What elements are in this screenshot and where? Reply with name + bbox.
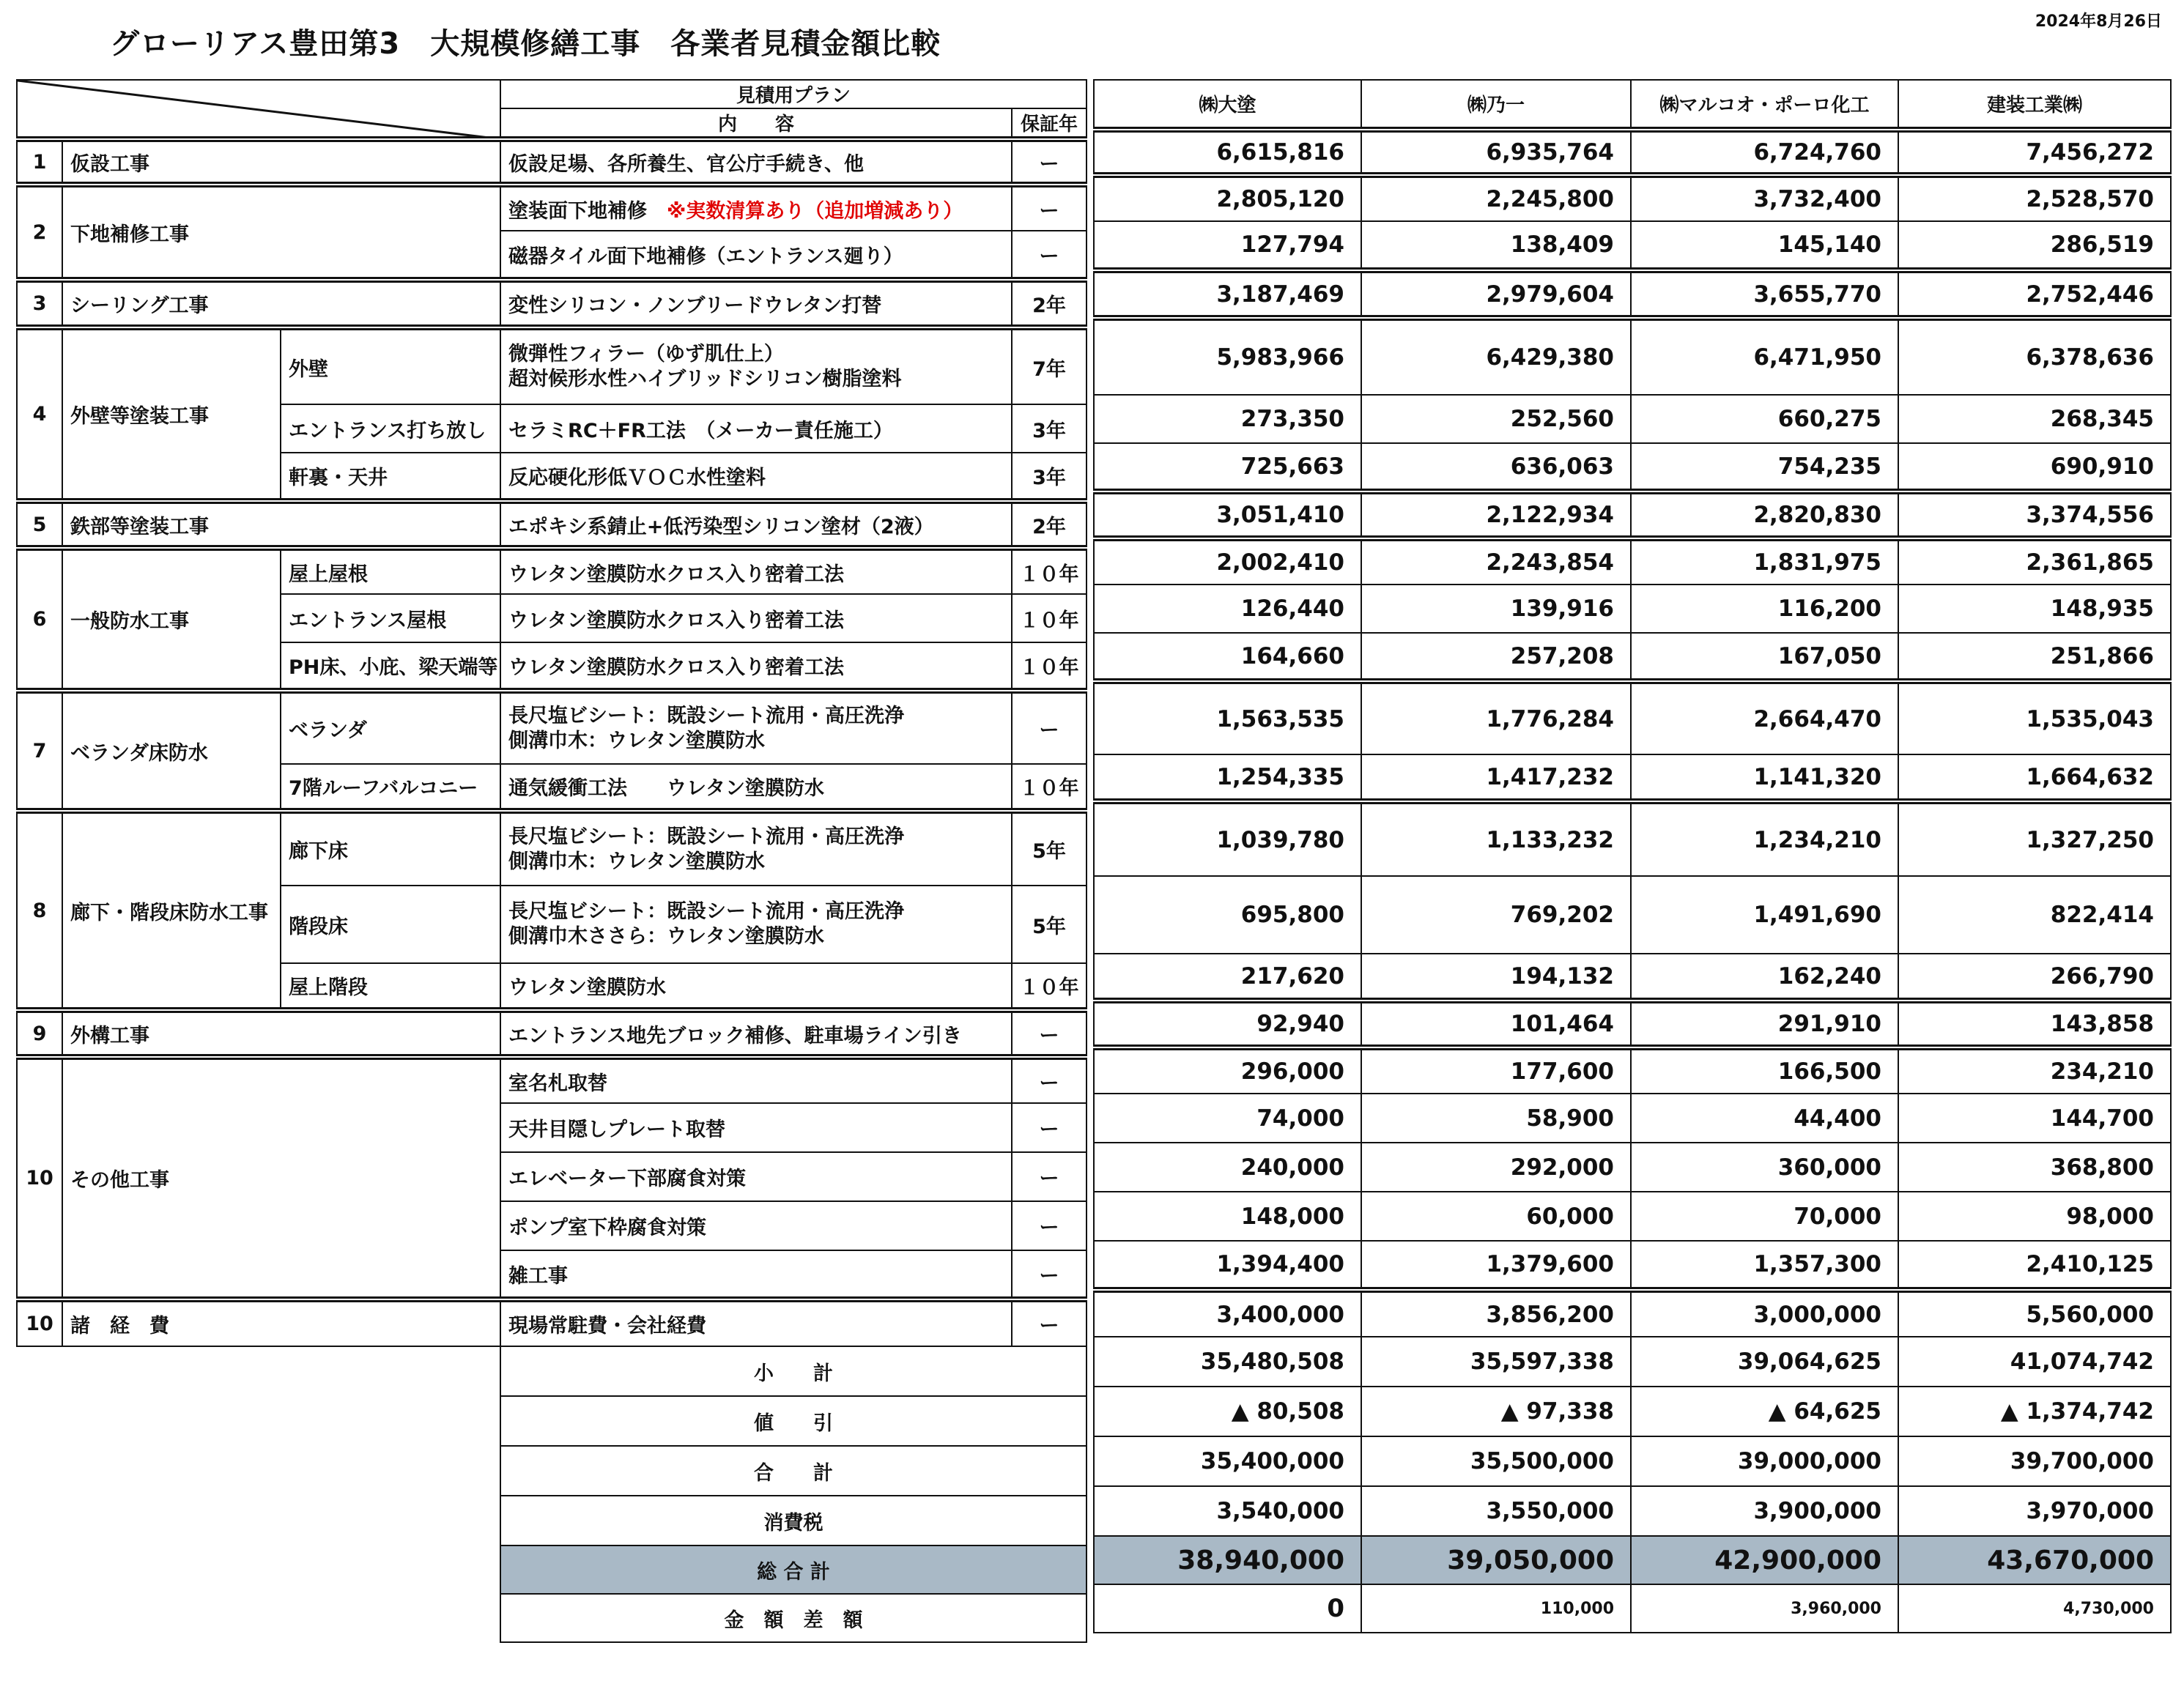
amount-cell: 6,724,760 [1631,130,1898,175]
row-no: 3 [17,280,62,327]
amount-cell: 1,133,232 [1361,801,1631,876]
row-content: ウレタン塗膜防水クロス入り密着工法 [500,642,1012,691]
difference-cell: 3,960,000 [1631,1584,1898,1633]
total-label: 合 計 [500,1446,1087,1496]
row-content [500,811,1012,886]
amount-cell: 126,440 [1094,585,1361,633]
row-no: 8 [17,811,62,1010]
row-warranty: ー [1012,185,1087,231]
estimate-items-table [16,79,1087,1643]
row-warranty: ー [1012,231,1087,280]
amount-cell: 2,245,800 [1361,175,1631,221]
tax-cell: 3,540,000 [1094,1486,1361,1536]
discount-cell: ▲ 64,625 [1631,1387,1898,1436]
amount-cell: 292,000 [1361,1143,1631,1192]
row-content: ポンプ室下枠腐食対策 [500,1201,1012,1250]
row-subcategory: ベランダ [281,691,500,764]
amount-cell: 368,800 [1898,1143,2171,1192]
row-warranty: ー [1012,691,1087,764]
tax-cell: 3,900,000 [1631,1486,1898,1536]
amount-cell: 92,940 [1094,1001,1361,1047]
row-content: セラミRC＋FR工法 （メーカー責任施工） [500,404,1012,453]
amount-cell: 2,752,446 [1898,270,2171,318]
amount-cell: 148,000 [1094,1192,1361,1241]
amount-cell: 5,983,966 [1094,318,1361,395]
row-warranty: １０年 [1012,963,1087,1010]
amount-cell: 1,039,780 [1094,801,1361,876]
amount-cell: 1,563,535 [1094,681,1361,754]
row-content-line: 長尺塩ビシート：既設シート流用・高圧洗浄 [508,704,905,727]
row-content: エレベーター下部腐食対策 [500,1152,1012,1201]
amount-cell: 3,856,200 [1361,1290,1631,1337]
row-subcategory: 階段床 [281,886,500,963]
amount-cell: 6,378,636 [1898,318,2171,395]
total-cell: 39,700,000 [1898,1436,2171,1486]
row-content [500,886,1012,963]
difference-label: 金 額 差 額 [500,1594,1087,1642]
row-warranty: 3年 [1012,453,1087,501]
row-category: その他工事 [62,1057,500,1299]
amount-cell: 194,132 [1361,954,1631,1001]
amount-cell: 167,050 [1631,633,1898,681]
amount-cell: 2,664,470 [1631,681,1898,754]
amount-cell: 162,240 [1631,954,1898,1001]
row-no: 6 [17,548,62,691]
warranty-header: 保証年 [1012,108,1087,139]
blank-cell [17,1594,500,1642]
row-content-line: 長尺塩ビシート：既設シート流用・高圧洗浄 [508,825,905,848]
row-no: 4 [17,327,62,501]
amount-cell: 127,794 [1094,221,1361,270]
amount-cell: 1,357,300 [1631,1241,1898,1290]
row-no: 9 [17,1010,62,1057]
amount-cell: 234,210 [1898,1047,2171,1094]
row-category: 仮設工事 [62,139,500,185]
company-header: 建装工業㈱ [1898,80,2171,130]
amount-cell: 101,464 [1361,1001,1631,1047]
row-warranty: ー [1012,1250,1087,1299]
amount-cell: 145,140 [1631,221,1898,270]
row-note: ※実数清算あり（追加増減あり） [667,199,963,223]
row-content-line: 微弾性フィラー（ゆず肌仕上） [508,343,784,365]
amount-cell: 60,000 [1361,1192,1631,1241]
amount-cell: 1,254,335 [1094,754,1361,801]
row-subcategory: 屋上屋根 [281,548,500,594]
content-header: 内 容 [500,108,1012,139]
amount-cell: 166,500 [1631,1047,1898,1094]
amount-cell: 1,417,232 [1361,754,1631,801]
row-category: 諸 経 費 [62,1299,500,1346]
amount-cell: 1,491,690 [1631,876,1898,954]
row-content: 変性シリコン・ノンブリードウレタン打替 [500,280,1012,327]
row-content: 通気緩衝工法 ウレタン塗膜防水 [500,764,1012,811]
grand-total-cell: 38,940,000 [1094,1536,1361,1584]
discount-cell: ▲ 97,338 [1361,1387,1631,1436]
row-content [500,691,1012,764]
amount-cell: 286,519 [1898,221,2171,270]
row-no: 10 [17,1057,62,1299]
row-warranty: １０年 [1012,642,1087,691]
difference-cell: 4,730,000 [1898,1584,2171,1633]
header-diagonal-cell [17,80,500,139]
amount-cell: 6,429,380 [1361,318,1631,395]
row-content: 室名札取替 [500,1057,1012,1103]
row-warranty: ー [1012,1152,1087,1201]
row-no: 10 [17,1299,62,1346]
row-warranty: ー [1012,1010,1087,1057]
difference-cell: 110,000 [1361,1584,1631,1633]
row-subcategory: 屋上階段 [281,963,500,1010]
row-content: エントランス地先ブロック補修、駐車場ライン引き [500,1010,1012,1057]
row-warranty: ー [1012,1057,1087,1103]
amount-cell: 2,820,830 [1631,491,1898,538]
row-category: 外構工事 [62,1010,500,1057]
row-category: シーリング工事 [62,280,500,327]
subtotal-cell: 35,597,338 [1361,1337,1631,1387]
tax-label: 消費税 [500,1496,1087,1545]
amount-cell: 660,275 [1631,395,1898,443]
row-content: 雑工事 [500,1250,1012,1299]
amount-cell: 148,935 [1898,585,2171,633]
row-no: 7 [17,691,62,811]
row-no: 1 [17,139,62,185]
row-content: 現場常駐費・会社経費 [500,1299,1012,1346]
blank-cell [17,1446,500,1496]
amount-cell: 177,600 [1361,1047,1631,1094]
amount-cell: 754,235 [1631,443,1898,491]
row-content: ウレタン塗膜防水クロス入り密着工法 [500,548,1012,594]
row-category: 廊下・階段床防水工事 [62,811,281,1010]
amount-cell: 116,200 [1631,585,1898,633]
document-title: グローリアス豊田第3 大規模修繕工事 各業者見積金額比較 [110,27,941,61]
row-subcategory: エントランス屋根 [281,594,500,642]
amount-cell: 98,000 [1898,1192,2171,1241]
row-category: 鉄部等塗装工事 [62,501,500,548]
row-no: 2 [17,185,62,280]
row-category: 一般防水工事 [62,548,281,691]
amount-cell: 1,141,320 [1631,754,1898,801]
row-content-text: 塗装面下地補修 [508,199,648,223]
amount-cell: 3,187,469 [1094,270,1361,318]
amount-cell: 3,374,556 [1898,491,2171,538]
amount-cell: 70,000 [1631,1192,1898,1241]
amount-cell: 3,000,000 [1631,1290,1898,1337]
total-cell: 39,000,000 [1631,1436,1898,1486]
amount-cell: 2,002,410 [1094,538,1361,585]
amount-cell: 266,790 [1898,954,2171,1001]
row-content: 反応硬化形低ＶＯＣ水性塗料 [500,453,1012,501]
amount-cell: 257,208 [1361,633,1631,681]
amount-cell: 2,979,604 [1361,270,1631,318]
grand-total-cell: 39,050,000 [1361,1536,1631,1584]
grand-total-cell: 42,900,000 [1631,1536,1898,1584]
row-warranty: 5年 [1012,811,1087,886]
blank-cell [17,1496,500,1545]
amount-cell: 3,400,000 [1094,1290,1361,1337]
amount-cell: 164,660 [1094,633,1361,681]
row-warranty: 2年 [1012,501,1087,548]
amount-cell: 139,916 [1361,585,1631,633]
plan-header: 見積用プラン [500,80,1087,108]
amount-cell: 725,663 [1094,443,1361,491]
row-subcategory: 軒裏・天井 [281,453,500,501]
tax-cell: 3,550,000 [1361,1486,1631,1536]
row-content-line: 長尺塩ビシート：既設シート流用・高圧洗浄 [508,900,905,923]
amount-cell: 2,361,865 [1898,538,2171,585]
amount-cell: 251,866 [1898,633,2171,681]
row-warranty: 2年 [1012,280,1087,327]
amount-cell: 690,910 [1898,443,2171,491]
amount-cell: 2,410,125 [1898,1241,2171,1290]
amount-cell: 2,805,120 [1094,175,1361,221]
row-content: 仮設足場、各所養生、官公庁手続き、他 [500,139,1012,185]
row-content: 磁器タイル面下地補修（エントランス廻り） [500,231,1012,280]
amount-cell: 1,234,210 [1631,801,1898,876]
row-warranty: ー [1012,139,1087,185]
discount-cell: ▲ 80,508 [1094,1387,1361,1436]
amount-cell: 6,935,764 [1361,130,1631,175]
amount-cell: 7,456,272 [1898,130,2171,175]
blank-cell [17,1545,500,1594]
amount-cell: 1,535,043 [1898,681,2171,754]
row-subcategory: 7階ルーフバルコニー [281,764,500,811]
total-cell: 35,500,000 [1361,1436,1631,1486]
row-content: ウレタン塗膜防水 [500,963,1012,1010]
row-content-line: 超対候形水性ハイブリッドシリコン樹脂塗料 [508,368,902,390]
amount-cell: 144,700 [1898,1094,2171,1143]
row-subcategory: PH床、小庇、梁天端等 [281,642,500,691]
row-warranty: 7年 [1012,327,1087,404]
amount-cell: 6,615,816 [1094,130,1361,175]
blank-cell [17,1346,500,1396]
amount-cell: 217,620 [1094,954,1361,1001]
amount-cell: 769,202 [1361,876,1631,954]
amount-cell: 138,409 [1361,221,1631,270]
row-category: 外壁等塗装工事 [62,327,281,501]
row-content [500,327,1012,404]
amount-cell: 2,122,934 [1361,491,1631,538]
amount-cell: 1,776,284 [1361,681,1631,754]
grand-total-cell: 43,670,000 [1898,1536,2171,1584]
amount-cell: 1,327,250 [1898,801,2171,876]
row-warranty: ー [1012,1103,1087,1152]
amount-cell: 6,471,950 [1631,318,1898,395]
amount-cell: 822,414 [1898,876,2171,954]
subtotal-label: 小 計 [500,1346,1087,1396]
amount-cell: 5,560,000 [1898,1290,2171,1337]
row-warranty: １０年 [1012,548,1087,594]
subtotal-cell: 39,064,625 [1631,1337,1898,1387]
company-header: ㈱乃一 [1361,80,1631,130]
amount-cell: 1,664,632 [1898,754,2171,801]
row-content [500,185,1012,231]
amount-cell: 2,243,854 [1361,538,1631,585]
company-header: ㈱マルコオ・ポーロ化工 [1631,80,1898,130]
subtotal-cell: 41,074,742 [1898,1337,2171,1387]
company-amounts-table [1093,79,2172,1633]
row-warranty: 3年 [1012,404,1087,453]
amount-cell: 240,000 [1094,1143,1361,1192]
row-content: エポキシ系錆止+低汚染型シリコン塗材（2液） [500,501,1012,548]
discount-cell: ▲ 1,374,742 [1898,1387,2171,1436]
row-warranty: ー [1012,1201,1087,1250]
amount-cell: 296,000 [1094,1047,1361,1094]
amount-cell: 636,063 [1361,443,1631,491]
difference-cell: 0 [1094,1584,1361,1633]
row-content: ウレタン塗膜防水クロス入り密着工法 [500,594,1012,642]
company-header: ㈱大塗 [1094,80,1361,130]
row-category: ベランダ床防水 [62,691,281,811]
row-no: 5 [17,501,62,548]
amount-cell: 1,831,975 [1631,538,1898,585]
row-warranty: 5年 [1012,886,1087,963]
row-content: 天井目隠しプレート取替 [500,1103,1012,1152]
amount-cell: 268,345 [1898,395,2171,443]
tax-cell: 3,970,000 [1898,1486,2171,1536]
grand-total-label: 総 合 計 [500,1545,1087,1594]
row-subcategory: 廊下床 [281,811,500,886]
row-subcategory: エントランス打ち放し [281,404,500,453]
amount-cell: 74,000 [1094,1094,1361,1143]
amount-cell: 1,379,600 [1361,1241,1631,1290]
amount-cell: 3,732,400 [1631,175,1898,221]
amount-cell: 360,000 [1631,1143,1898,1192]
amount-cell: 252,560 [1361,395,1631,443]
document-date: 2024年8月26日 [2035,12,2162,31]
amount-cell: 273,350 [1094,395,1361,443]
row-warranty: １０年 [1012,594,1087,642]
row-warranty: １０年 [1012,764,1087,811]
row-content-line: 側溝巾木：ウレタン塗膜防水 [508,850,765,873]
amount-cell: 3,051,410 [1094,491,1361,538]
amount-cell: 3,655,770 [1631,270,1898,318]
amount-cell: 44,400 [1631,1094,1898,1143]
amount-cell: 291,910 [1631,1001,1898,1047]
amount-cell: 1,394,400 [1094,1241,1361,1290]
discount-label: 値 引 [500,1396,1087,1446]
row-subcategory: 外壁 [281,327,500,404]
row-content-line: 側溝巾木：ウレタン塗膜防水 [508,729,765,752]
subtotal-cell: 35,480,508 [1094,1337,1361,1387]
total-cell: 35,400,000 [1094,1436,1361,1486]
blank-cell [17,1396,500,1446]
row-warranty: ー [1012,1299,1087,1346]
amount-cell: 58,900 [1361,1094,1631,1143]
row-content-line: 側溝巾木ささら：ウレタン塗膜防水 [508,925,824,948]
amount-cell: 2,528,570 [1898,175,2171,221]
amount-cell: 695,800 [1094,876,1361,954]
row-category: 下地補修工事 [62,185,500,280]
amount-cell: 143,858 [1898,1001,2171,1047]
